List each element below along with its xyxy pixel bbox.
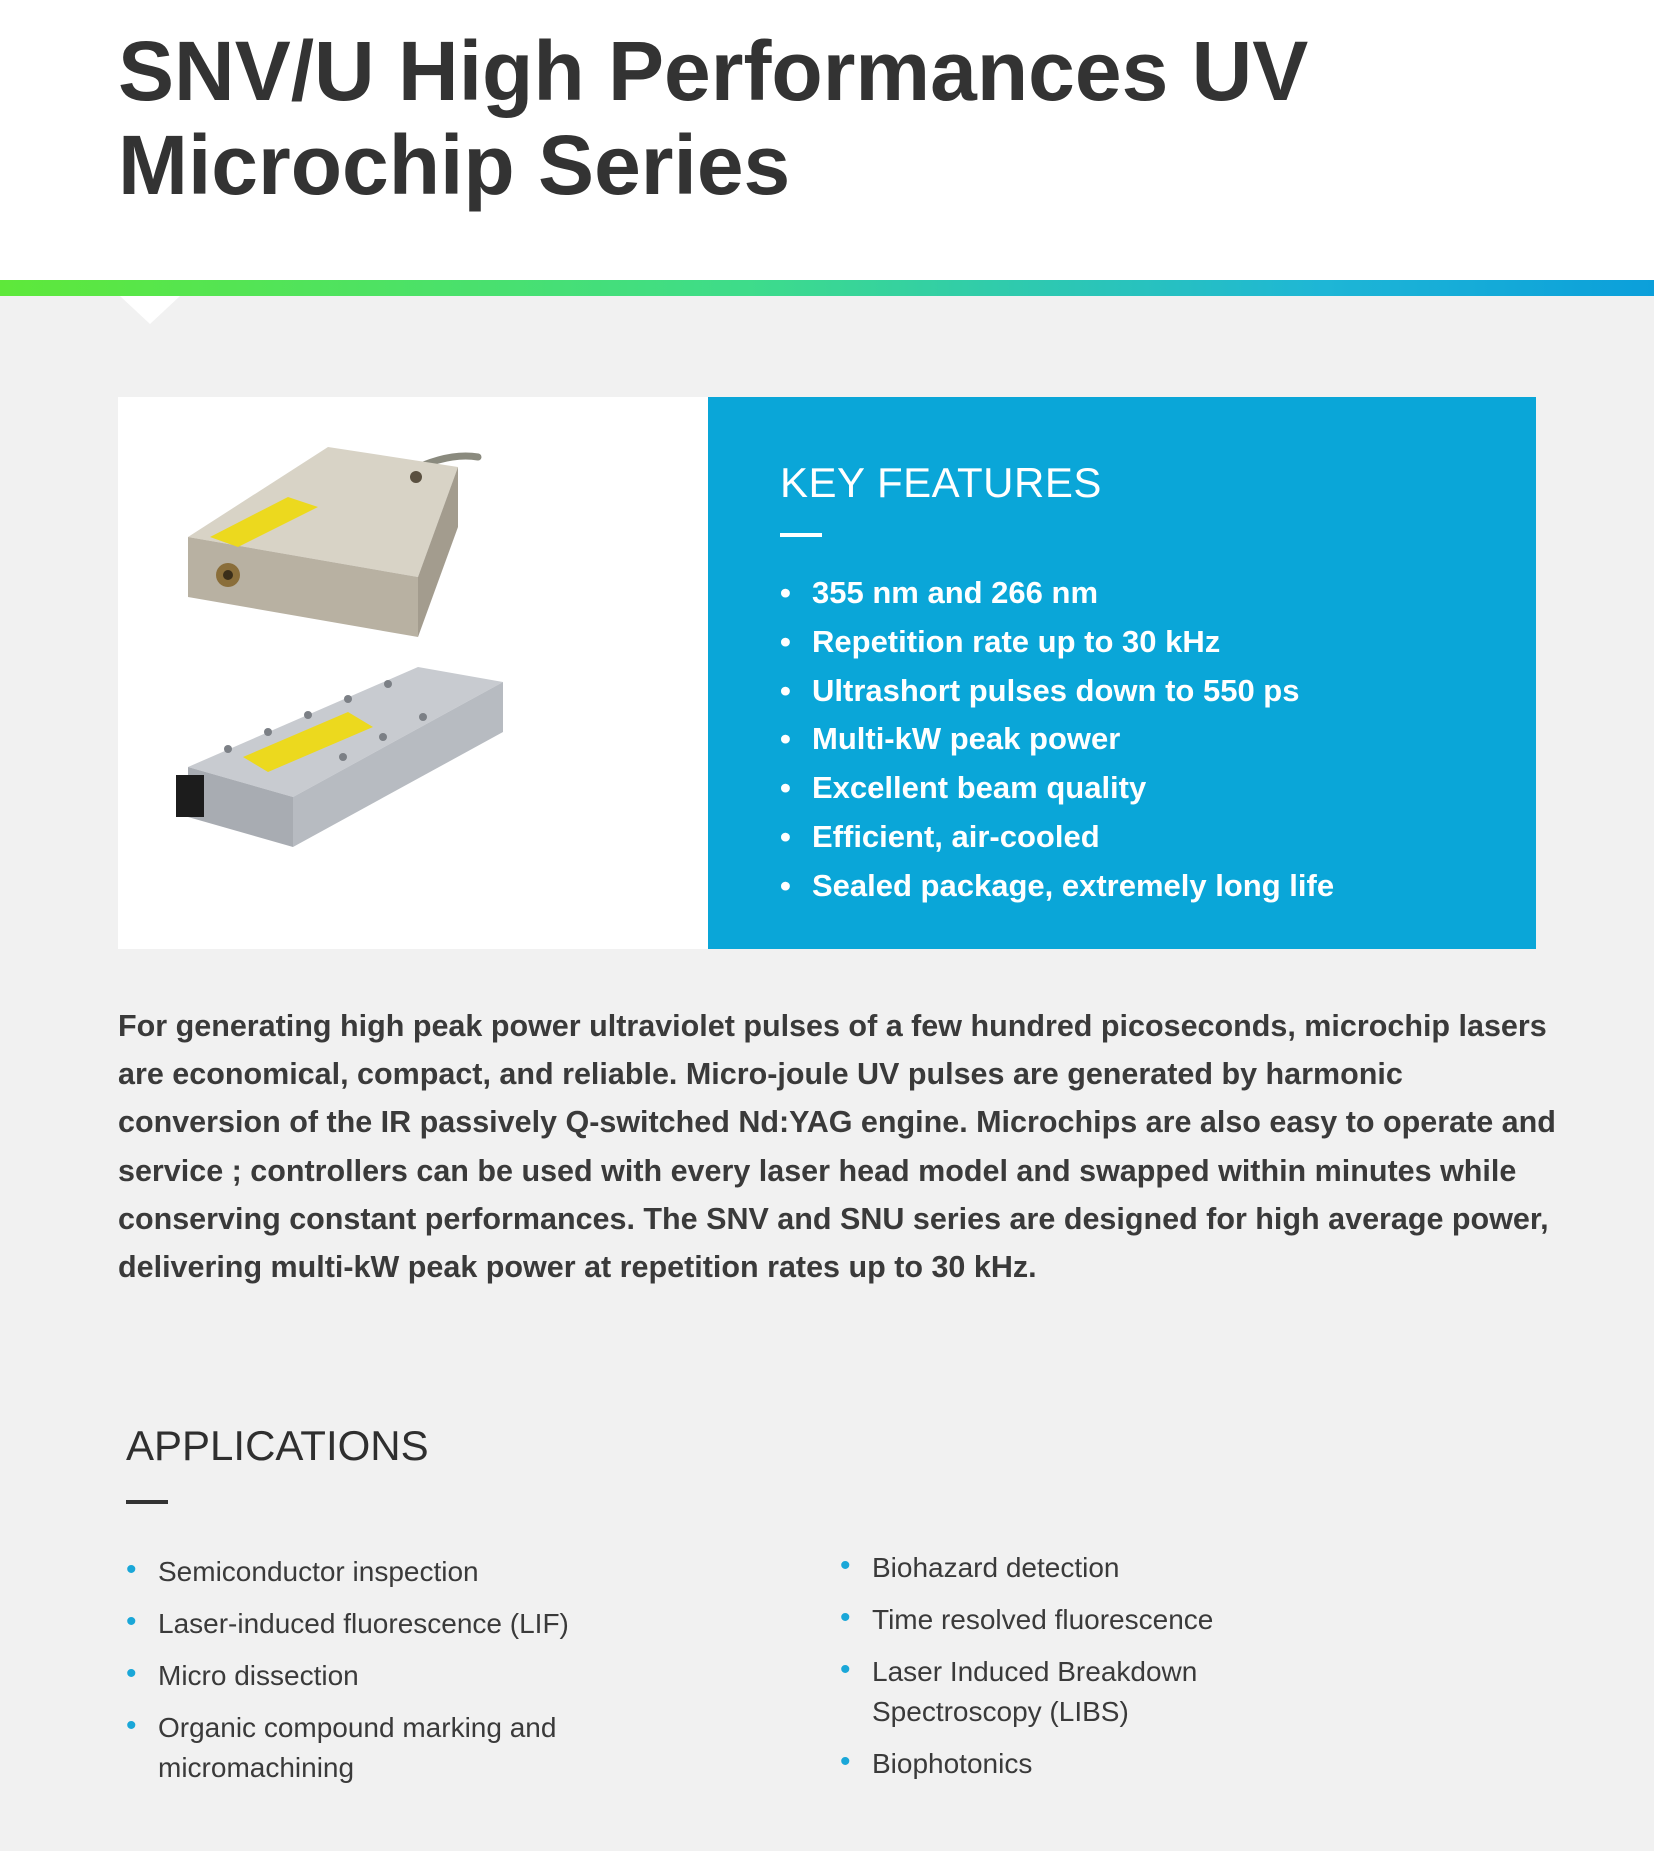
bullet-icon: • [840,1549,851,1582]
application-item: • Laser-induced fluorescence (LIF) [126,1604,686,1644]
bullet-icon: • [126,1553,137,1586]
gradient-divider [0,280,1654,296]
product-photo [118,397,708,949]
application-item: • Laser Induced Breakdown Spectroscopy (LIBS) [840,1652,1272,1732]
feature-item: • Excellent beam quality [780,764,1334,813]
feature-item: • Efficient, air-cooled [780,813,1334,862]
laser-modules-illustration [118,397,708,949]
bullet-icon: • [780,623,791,659]
feature-item: • Repetition rate up to 30 kHz [780,618,1334,667]
applications-list-right [840,1548,1400,1796]
bullet-icon: • [126,1605,137,1638]
header-notch [120,296,180,324]
applications-heading: APPLICATIONS [126,1422,429,1469]
bullet-icon: • [780,818,791,854]
bullet-icon: • [780,575,791,610]
key-features-rule [780,533,822,537]
feature-item: • Multi-kW peak power [780,715,1334,764]
application-item: • Biophotonics [840,1744,1400,1784]
bullet-icon: • [780,721,791,757]
header [0,0,1654,280]
application-item: • Time resolved fluorescence [840,1600,1400,1640]
bullet-icon: • [126,1657,137,1690]
applications-rule [126,1500,168,1504]
title-line-2: Microchip Series [118,118,791,212]
bullet-icon: • [840,1745,851,1778]
page-title [118,24,1568,212]
bullet-icon: • [840,1653,851,1686]
application-item: • Micro dissection [126,1656,686,1696]
title-line-1: SNV/U High Performances UV [118,24,1309,118]
feature-item: • 355 nm and 266 nm [780,569,1334,618]
bullet-icon: • [840,1601,851,1634]
bullet-icon: • [780,867,791,903]
feature-item: • Ultrashort pulses down to 550 ps [780,667,1334,716]
application-item: • Biohazard detection [840,1548,1400,1588]
key-features-heading: KEY FEATURES [780,459,1102,506]
product-description: For generating high peak power ultraviolet pulses of a few hundred picoseconds, microchip lasers are economical, compact, and reliable. Micro-joule UV pulses are generated by harmonic conversion of the IR passively Q-switched Nd:YAG engine. Microchips are also easy to operate and service ; controllers can be used with every laser head model and swapped within minutes while conserving constant performances. The SNV and SNU series are designed for high average power, delivering multi-kW peak power at repetition rates up to 30 kHz. [118,1009,1556,1285]
application-item: • Semiconductor inspection [126,1552,686,1592]
key-features-list [780,569,1334,911]
feature-item: • Sealed package, extremely long life [780,862,1334,911]
bullet-icon: • [780,770,791,806]
applications-list-left [126,1552,686,1800]
bullet-icon: • [780,672,791,708]
application-item: • Organic compound marking and micromachining [126,1708,588,1788]
key-features-panel [708,397,1536,949]
hero-section [118,397,1536,949]
bullet-icon: • [126,1709,137,1742]
